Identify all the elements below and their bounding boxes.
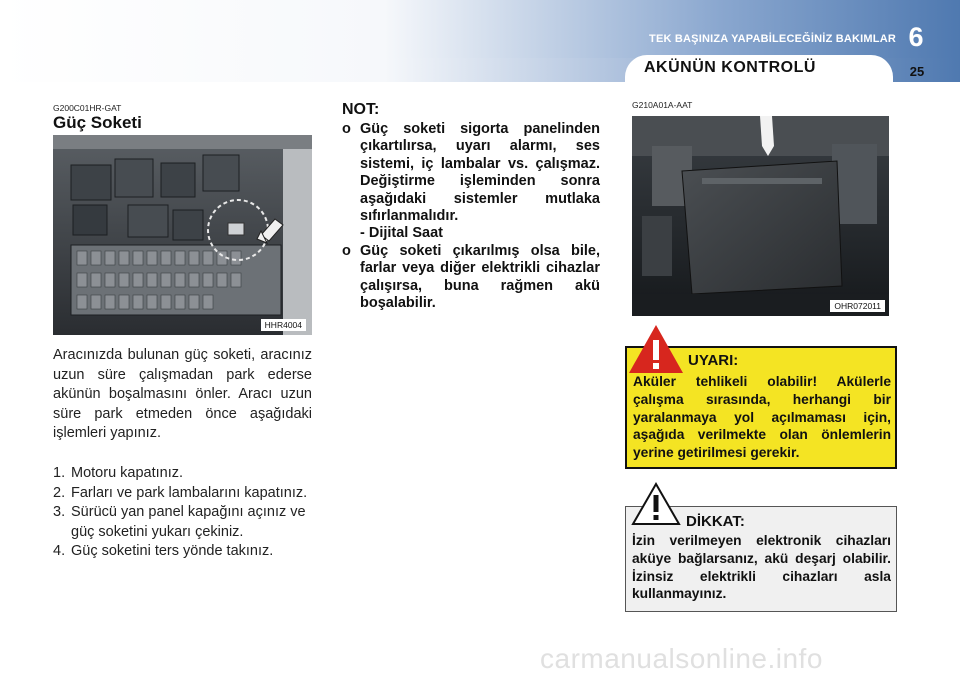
fuse-box-illustration (53, 135, 312, 335)
step-text: Motoru kapatınız. (71, 464, 184, 481)
warning-text: Aküler tehlikeli olabilir! Akülerle çalışma sırasında, herhangi bir yaralanmaya yol açılmaması için, aşağıda verilmekte olan önlemlerin yerine getirilmesi gerekir. (633, 374, 891, 461)
caution-text: İzin verilmeyen elektronik cihazları aküye bağlarsanız, akü deşarj olabilir. İzinsiz elektrikli cihazları asla kullanmayınız. (632, 533, 891, 602)
list-item (53, 503, 312, 542)
note-sub-item: - Dijital Saat (360, 225, 443, 242)
note-list (342, 121, 600, 312)
header-band (0, 0, 960, 58)
step-text: Sürücü yan panel kapağını açınız ve güç soketini yukarı çekiniz. (71, 504, 306, 540)
list-item (342, 243, 600, 313)
section-title: AKÜNÜN KONTROLÜ (644, 59, 816, 76)
step-number: 4. (53, 543, 66, 560)
list-item (53, 464, 312, 484)
warning-title: UYARI: (688, 352, 739, 369)
step-text: Farları ve park lambalarını kapatınız. (71, 484, 308, 501)
step-number: 3. (53, 504, 66, 521)
note-item-text: Güç soketi sigorta panelinden çıkartılırsa, uyarı alarmı, ses sistemi, iç lambalar vs. çalışmaz. Değiştirme işleminden sonra aşağıdaki sistemler mutlaka sıfırlanmalıdır. (360, 121, 600, 225)
watermark: carmanualsonline.info (540, 643, 823, 674)
right-photo-code: OHR072011 (830, 300, 885, 312)
note-title: NOT: (342, 101, 380, 118)
battery-photo (632, 116, 889, 316)
steps-list (53, 464, 312, 562)
step-number: 1. (53, 464, 66, 481)
chapter-number: 6 (908, 22, 924, 52)
warning-icon (627, 323, 685, 375)
chapter-title: TEK BAŞINIZA YAPABİLECEĞİNİZ BAKIMLAR (649, 33, 896, 45)
list-item (53, 542, 312, 562)
left-photo-code: HHR4004 (261, 319, 306, 331)
list-item (53, 484, 312, 504)
left-section-code: G200C01HR-GAT (53, 103, 122, 113)
bullet: o (342, 121, 351, 137)
battery-illustration (632, 116, 889, 316)
caution-title: DİKKAT: (686, 513, 745, 530)
caution-icon (631, 482, 681, 526)
right-section-code: G210A01A-AAT (632, 100, 693, 110)
step-text: Güç soketini ters yönde takınız. (71, 543, 274, 560)
bullet: o (342, 242, 351, 259)
left-body (53, 346, 312, 562)
list-item (342, 121, 600, 243)
fuse-box-photo (53, 135, 312, 335)
page-number: 25 (909, 64, 925, 79)
page-header (0, 0, 960, 84)
step-number: 2. (53, 484, 66, 501)
note-item-text: Güç soketi çıkarılmış olsa bile, farlar veya diğer elektrikli cihazlar çalışırsa, buna rağmen akü boşalabilir. (360, 242, 600, 312)
intro-paragraph: Aracınızda bulunan güç soketi, aracınız uzun süre çalışmadan park ederse akünün boşalmasını önler. Aracı uzun süre park etmeden önce aşağıdaki işlemleri yapınız. (53, 347, 312, 442)
left-heading: Güç Soketi (53, 113, 142, 132)
